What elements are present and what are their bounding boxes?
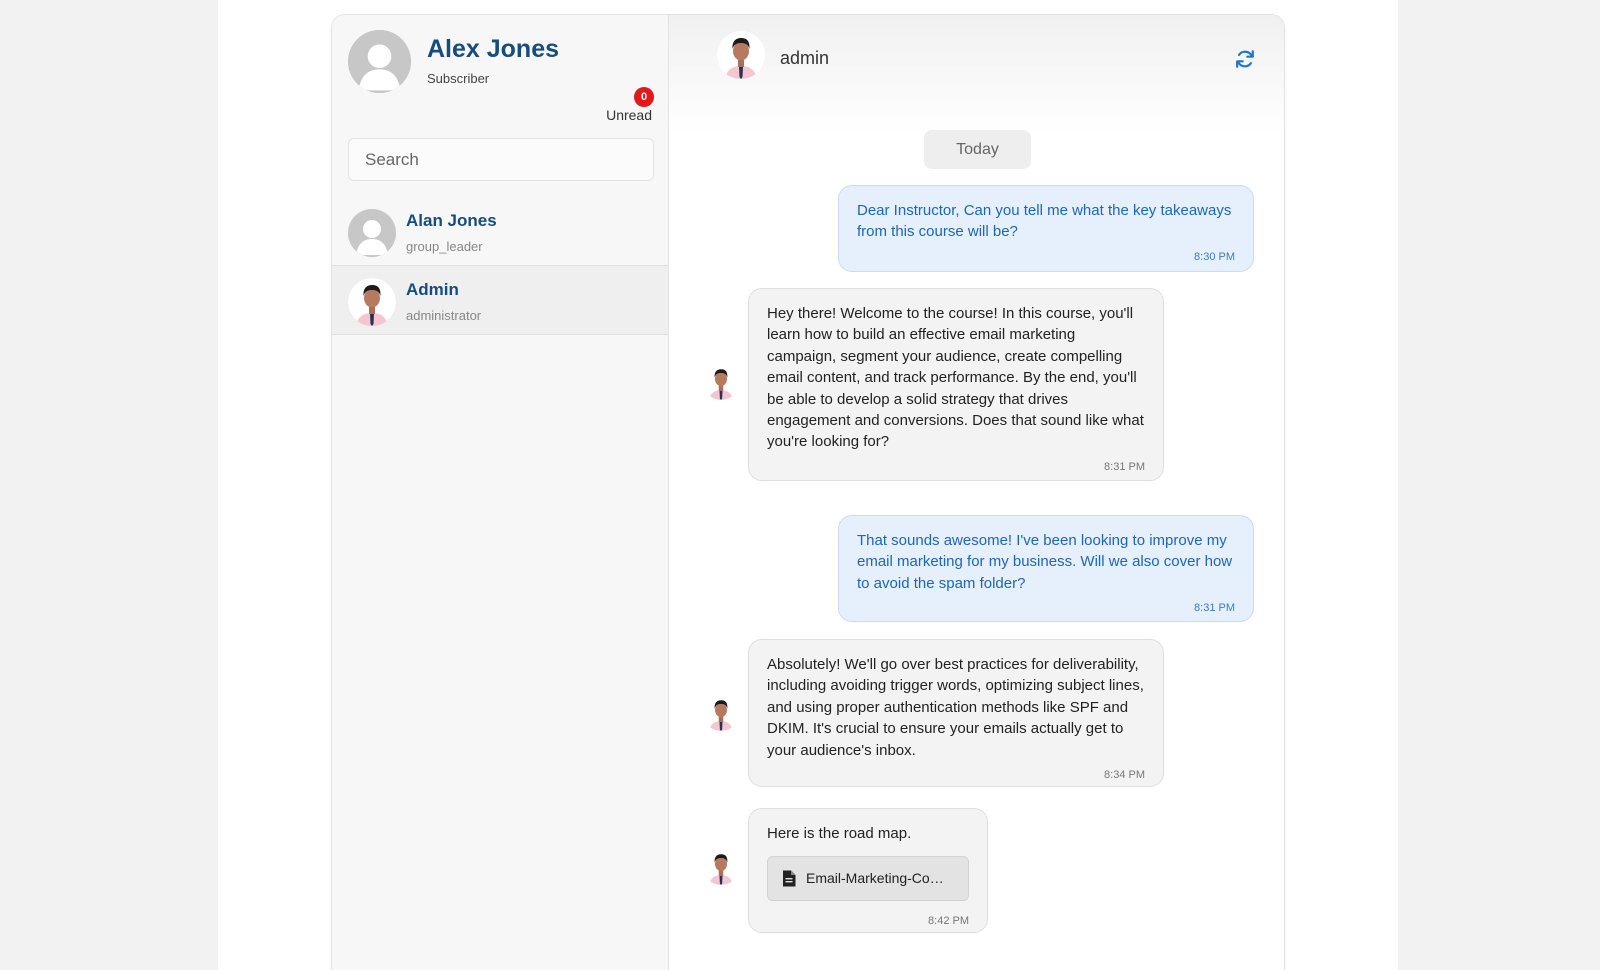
message-text: Hey there! Welcome to the course! In this course, you'll learn how to build an effective email marketing campaign, segment your audience, create compelling email content, and track performance. By the end, you'll be able to develop a solid strategy that drives engagement and conversions. Does that sound like what you're looking for? — [767, 305, 1144, 451]
profile-name: Alex Jones — [427, 35, 560, 63]
message-time: 8:42 PM — [928, 915, 969, 928]
sidebar — [332, 15, 669, 970]
day-separator: Today — [924, 130, 1031, 169]
avatar — [717, 31, 765, 79]
profile-avatar — [348, 30, 411, 93]
admin-avatar-photo — [703, 364, 739, 400]
chat-header — [669, 15, 1284, 133]
message-text: Here is the road map. — [767, 825, 912, 842]
message-incoming — [748, 639, 1164, 787]
admin-avatar-photo — [348, 278, 396, 326]
contact-name: Admin — [406, 280, 459, 299]
message-outgoing — [838, 185, 1254, 272]
contact-role: administrator — [406, 308, 482, 323]
attachment-name: Email-Marketing-Co… — [806, 870, 944, 887]
profile-role: Subscriber — [427, 71, 490, 86]
unread-count-badge: 0 — [634, 87, 654, 107]
avatar — [703, 695, 739, 731]
unread-label[interactable]: Unread — [606, 107, 652, 123]
avatar — [348, 278, 396, 326]
message-text: Absolutely! We'll go over best practices for deliverability, including avoiding trigger words, optimizing subject lines, and using proper authentication methods like SPF and DKIM. It's crucial to ensure your emails actually get to your audience's inbox. — [767, 656, 1144, 759]
chat-title: admin — [780, 48, 830, 68]
message-time: 8:31 PM — [1194, 602, 1235, 615]
document-icon — [782, 870, 796, 887]
admin-avatar-photo — [703, 695, 739, 731]
message-time: 8:30 PM — [1194, 250, 1235, 263]
default-avatar-icon — [348, 209, 396, 257]
message-text: That sounds awesome! I've been looking to improve my email marketing for my business. Will we also cover how to avoid the spam folder? — [857, 532, 1233, 592]
message-outgoing — [838, 515, 1254, 622]
admin-avatar-photo — [703, 849, 739, 885]
message-time: 8:31 PM — [1104, 460, 1145, 473]
message-incoming — [748, 808, 988, 933]
contact-item-admin[interactable] — [332, 266, 668, 335]
avatar — [348, 209, 396, 257]
admin-avatar-photo — [717, 31, 765, 79]
chat-app — [331, 14, 1285, 970]
contact-name: Alan Jones — [406, 211, 497, 230]
chat-panel — [669, 15, 1284, 970]
message-text: Dear Instructor, Can you tell me what the key takeaways from this course will be? — [857, 202, 1232, 241]
contact-list — [332, 197, 668, 335]
contact-role: group_leader — [406, 239, 483, 254]
default-avatar-icon — [348, 30, 411, 93]
avatar — [703, 364, 739, 400]
search-input[interactable] — [348, 138, 654, 181]
refresh-icon[interactable] — [1234, 48, 1256, 70]
message-time: 8:34 PM — [1104, 769, 1145, 782]
avatar — [703, 849, 739, 885]
attachment-file[interactable] — [767, 856, 969, 901]
contact-item-alan-jones[interactable] — [332, 197, 668, 266]
message-incoming — [748, 288, 1164, 481]
